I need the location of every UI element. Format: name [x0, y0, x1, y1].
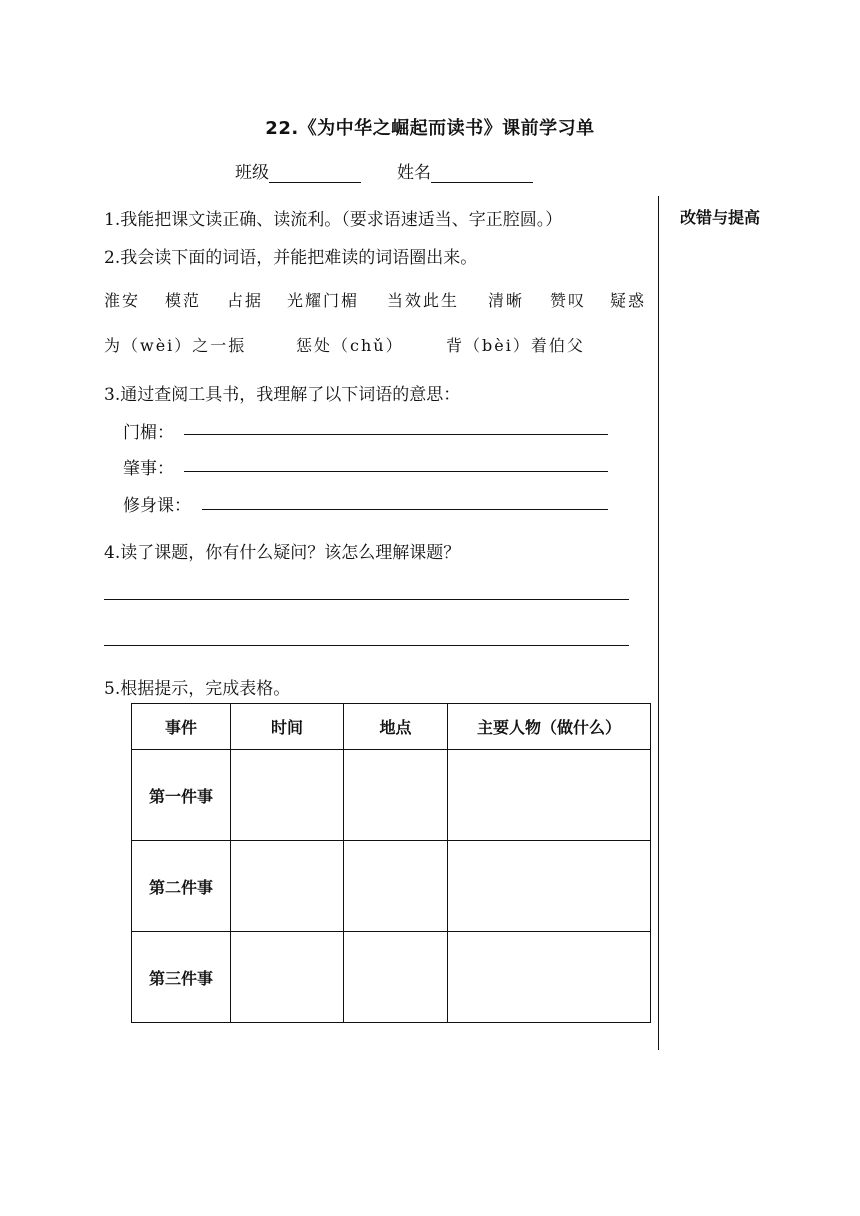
term-label: 肇事： [123, 459, 174, 479]
column-header: 主要人物（做什么） [448, 704, 651, 750]
word-item: 当效此生 [387, 291, 460, 310]
row-label: 第一件事 [132, 750, 231, 841]
table-cell[interactable] [448, 841, 651, 932]
class-label: 班级 [235, 163, 269, 183]
answer-line[interactable] [184, 434, 608, 435]
question-4: 4.读了课题，你有什么疑问？该怎么理解课题？ [104, 543, 461, 563]
question-3: 3.通过查阅工具书，我理解了以下词语的意思： [104, 385, 461, 405]
row-label: 第三件事 [132, 932, 231, 1023]
name-field [397, 158, 533, 183]
table-cell[interactable] [448, 750, 651, 841]
answer-line[interactable] [184, 471, 608, 472]
word-item: 淮安 [104, 291, 141, 310]
class-field [235, 158, 361, 183]
row-label: 第二件事 [132, 841, 231, 932]
table-row [132, 841, 651, 932]
word-item: 清晰 [488, 291, 525, 310]
term-label: 修身课： [123, 496, 191, 516]
column-header: 时间 [231, 704, 344, 750]
class-blank[interactable] [269, 164, 361, 183]
table-row [132, 750, 651, 841]
table-row [132, 932, 651, 1023]
column-header: 地点 [344, 704, 448, 750]
side-heading: 改错与提高 [680, 208, 761, 227]
table-header-row [132, 704, 651, 750]
table-cell[interactable] [231, 841, 344, 932]
table-cell[interactable] [344, 750, 448, 841]
word-item: 赞叹 [550, 291, 587, 310]
word-item: 背（bèi）着伯父 [446, 336, 585, 355]
page-title: 22.《为中华之崛起而读书》课前学习单 [265, 118, 595, 139]
word-item: 光耀门楣 [287, 291, 360, 310]
answer-line[interactable] [202, 509, 608, 510]
answer-line[interactable] [104, 599, 629, 600]
name-label: 姓名 [397, 163, 431, 183]
word-item: 疑惑 [610, 291, 647, 310]
term-label: 门楣： [123, 423, 174, 443]
events-table [131, 703, 651, 1023]
word-item: 为（wèi）之一振 [104, 336, 247, 355]
answer-line[interactable] [104, 645, 629, 646]
word-item: 模范 [165, 291, 202, 310]
question-1: 1.我能把课文读正确、读流利。（要求语速适当、字正腔圆。） [104, 210, 563, 230]
word-item: 占据 [227, 291, 264, 310]
column-header: 事件 [132, 704, 231, 750]
margin-divider [658, 196, 659, 1050]
question-2: 2.我会读下面的词语，并能把难读的词语圈出来。 [104, 248, 478, 268]
word-item: 惩处（chǔ） [296, 336, 404, 355]
table-cell[interactable] [344, 932, 448, 1023]
name-blank[interactable] [431, 164, 533, 183]
table-cell[interactable] [231, 750, 344, 841]
table-cell[interactable] [344, 841, 448, 932]
table-cell[interactable] [231, 932, 344, 1023]
table-cell[interactable] [448, 932, 651, 1023]
question-5: 5.根据提示，完成表格。 [104, 679, 291, 699]
